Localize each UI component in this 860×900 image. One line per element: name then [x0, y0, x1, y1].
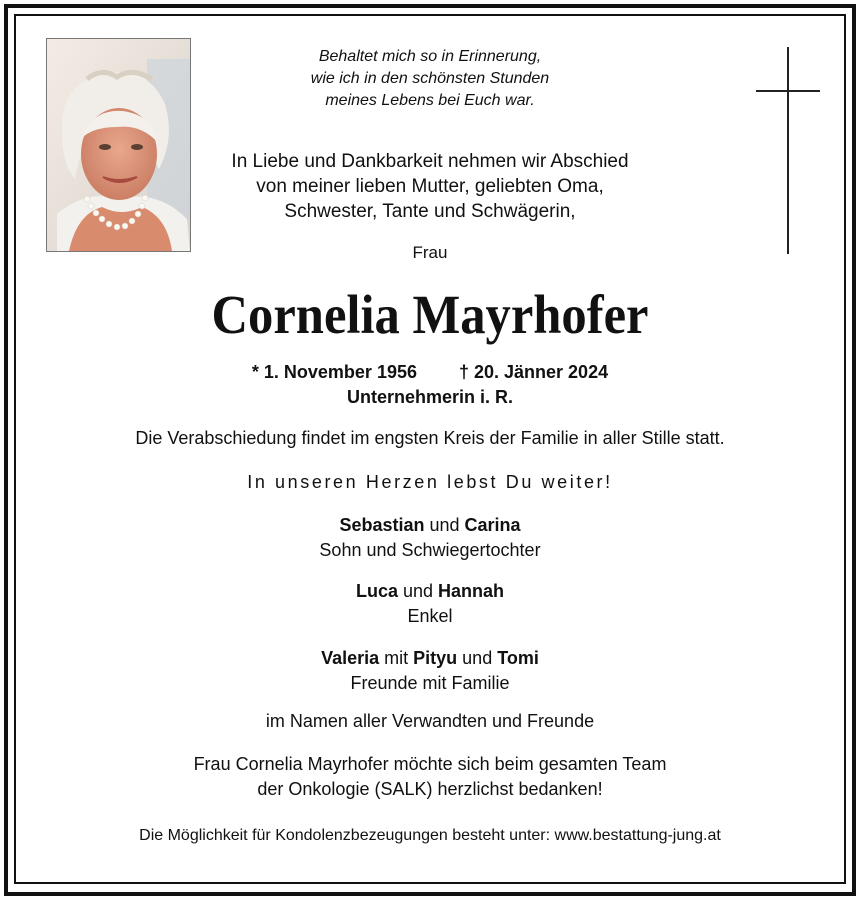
mourner-name: Luca — [355, 581, 398, 601]
profession: Unternehmerin i. R. — [346, 387, 514, 407]
verse-line: wie ich in den schönsten Stunden — [310, 70, 550, 87]
mourner-relation: Sohn und Schwiegertochter — [319, 540, 541, 560]
mourner-names — [0, 513, 860, 538]
motto: In unseren Herzen lebst Du weiter! — [247, 472, 613, 492]
intro-line: Schwester, Tante und Schwägerin, — [284, 201, 576, 222]
mourner-names — [0, 579, 860, 604]
mourner-relation: Enkel — [407, 606, 453, 626]
mourner-conjunction: und — [424, 515, 465, 535]
mourner-names — [0, 646, 860, 671]
intro-line: In Liebe und Dankbarkeit nehmen wir Abschied — [231, 151, 629, 172]
salutation: Frau — [412, 243, 448, 262]
mourner-name: Hannah — [438, 581, 505, 601]
farewell-notice: Die Verabschiedung findet im engsten Kreis der Familie in aller Stille statt. — [135, 428, 725, 448]
thanks-line: Frau Cornelia Mayrhofer möchte sich beim gesamten Team — [193, 754, 667, 774]
verse-line: Behaltet mich so in Erinnerung, — [318, 48, 542, 65]
mourner-conjunction: mit — [379, 648, 414, 668]
thanks-line: der Onkologie (SALK) herzlichst bedanken! — [257, 779, 603, 799]
deceased-name: Cornelia Mayrhofer — [211, 284, 649, 345]
mourner-name: Sebastian — [339, 515, 425, 535]
thanks-text — [0, 752, 860, 802]
mourner-name: Carina — [464, 515, 521, 535]
mourner-conjunction: und — [457, 648, 498, 668]
verse-line: meines Lebens bei Euch war. — [325, 92, 535, 109]
mourner-name: Pityu — [413, 648, 458, 668]
birth-date: * 1. November 1956 — [251, 362, 417, 382]
mourner-relation: Freunde mit Familie — [350, 673, 510, 693]
mourner-group — [0, 579, 860, 629]
intro-text — [0, 149, 860, 224]
mourner-name: Tomi — [497, 648, 539, 668]
on-behalf-line: im Namen aller Verwandten und Freunde — [265, 711, 595, 731]
condolence-info: Die Möglichkeit für Kondolenzbezeugungen besteht unter: www.bestattung-jung.at — [139, 827, 721, 844]
intro-line: von meiner lieben Mutter, geliebten Oma, — [256, 176, 604, 197]
mourner-conjunction: und — [397, 581, 439, 601]
life-dates — [0, 362, 860, 383]
mourner-group — [0, 513, 860, 563]
mourner-name: Valeria — [321, 648, 380, 668]
memorial-verse — [0, 46, 860, 112]
mourner-group — [0, 646, 860, 696]
death-date: † 20. Jänner 2024 — [458, 362, 609, 382]
